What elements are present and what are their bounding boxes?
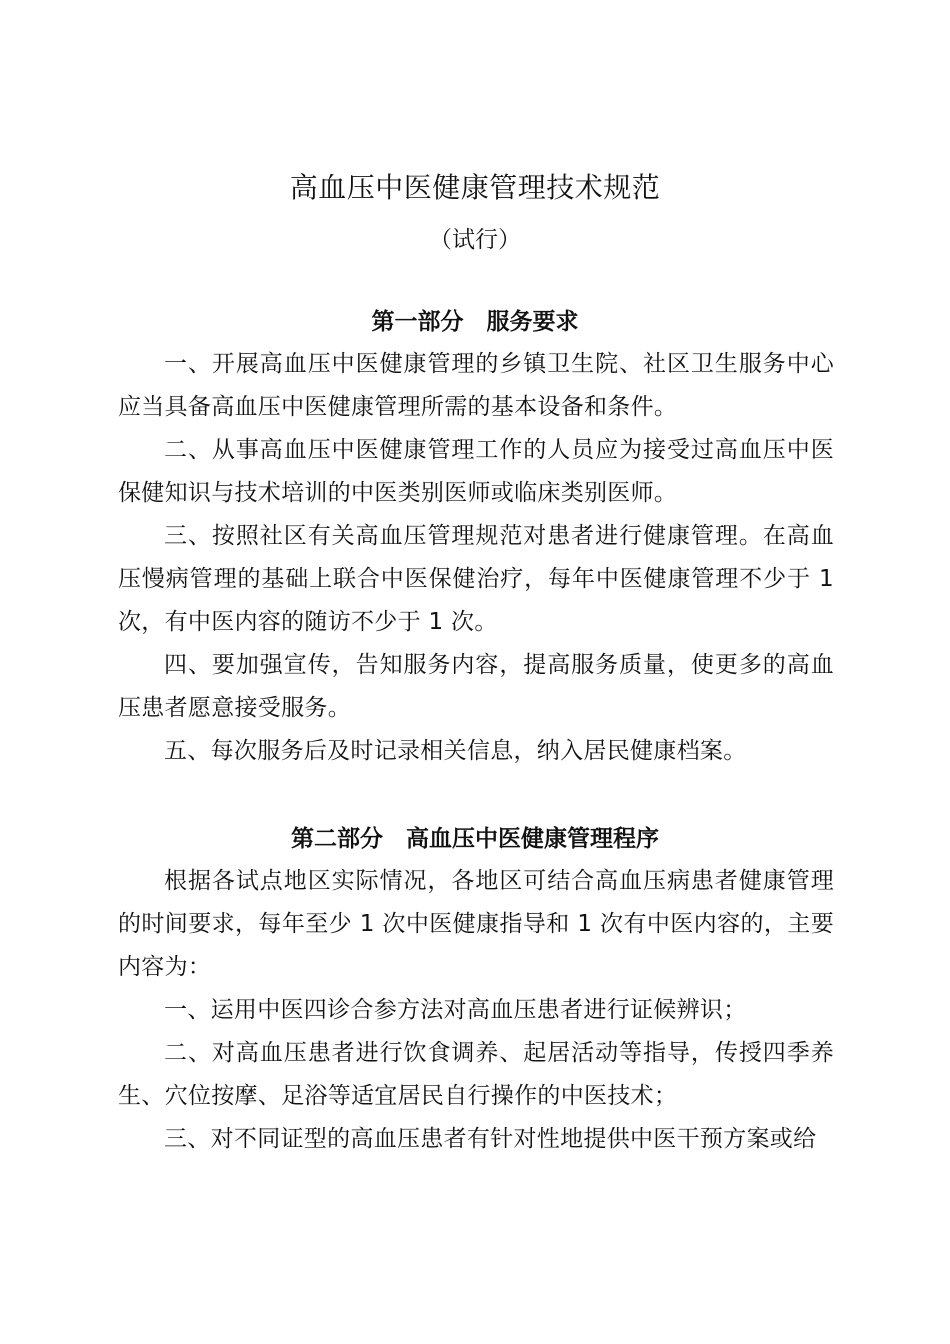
- section-heading-part1: 第一部分 服务要求: [371, 309, 579, 335]
- section-heading-part2: 第二部分 高血压中医健康管理程序: [291, 826, 659, 852]
- paragraph: 一、运用中医四诊合参方法对高血压患者进行证候辨识；: [164, 997, 747, 1023]
- document-subtitle: （试行）: [429, 227, 521, 253]
- paragraph: 四、要加强宣传，告知服务内容，提高服务质量，使更多的高血压患者愿意接受服务。: [118, 652, 834, 721]
- paragraph: 五、每次服务后及时记录相关信息，纳入居民健康档案。: [164, 738, 747, 764]
- document-title: 高血压中医健康管理技术规范: [289, 171, 661, 204]
- paragraph: 三、对不同证型的高血压患者有针对性地提供中医干预方案或给: [164, 1126, 817, 1152]
- paragraph: 一、开展高血压中医健康管理的乡镇卫生院、社区卫生服务中心应当具备高血压中医健康管理所需的基本设备和条件。: [118, 351, 834, 420]
- paragraph: 二、从事高血压中医健康管理工作的人员应为接受过高血压中医保健知识与技术培训的中医类别医师或临床类别医师。: [118, 437, 834, 506]
- paragraph: 二、对高血压患者进行饮食调养、起居活动等指导，传授四季养生、穴位按摩、足浴等适宜居民自行操作的中医技术；: [118, 1040, 834, 1109]
- paragraph: 三、按照社区有关高血压管理规范对患者进行健康管理。在高血压慢病管理的基础上联合中医保健治疗，每年中医健康管理不少于 1 次，有中医内容的随访不少于 1 次。: [118, 523, 834, 635]
- paragraph: 根据各试点地区实际情况，各地区可结合高血压病患者健康管理的时间要求，每年至少 1 次中医健康指导和 1 次有中医内容的，主要内容为：: [118, 868, 834, 980]
